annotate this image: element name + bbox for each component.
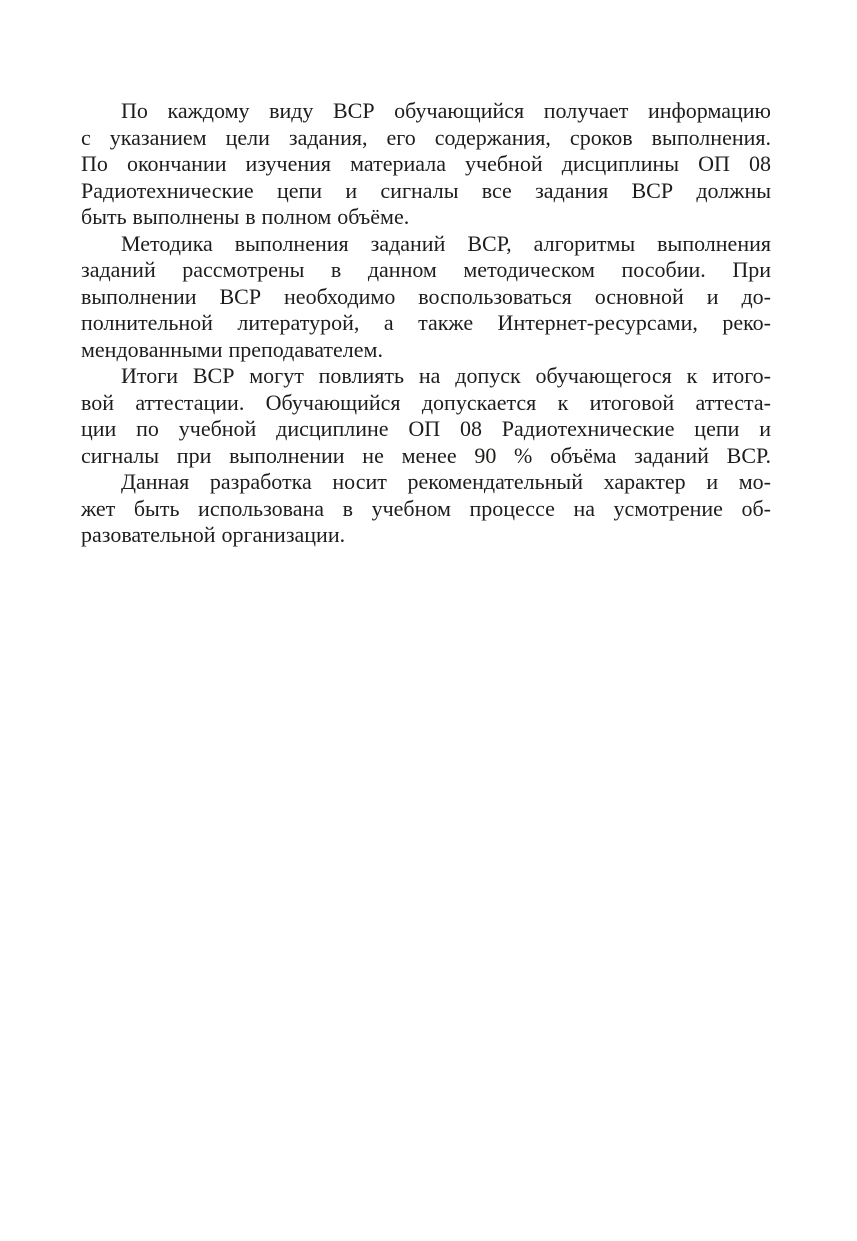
text-line: Методика выполнения заданий ВСР, алгоритмы выполнения	[121, 230, 771, 256]
text-line: с указанием цели задания, его содержания, сроков выполнения.	[81, 124, 771, 150]
text-line: мендованными преподавателем.	[81, 336, 383, 362]
paragraph	[81, 469, 771, 549]
text-line: быть выполнены в полном объёме.	[81, 204, 410, 229]
body-text	[81, 98, 771, 549]
text-line: разовательной организации.	[81, 522, 346, 547]
paragraph	[81, 98, 771, 231]
text-line: По окончании изучения материала учебной дисциплины ОП 08	[81, 151, 771, 176]
paragraph	[81, 231, 771, 364]
text-line: сигналы при выполнении не менее 90 % объёма заданий ВСР.	[81, 442, 771, 468]
text-line: выполнении ВСР необходимо воспользоваться основной и до-	[81, 283, 771, 309]
text-line: Радиотехнические цепи и сигналы все задания ВСР должны	[81, 177, 771, 203]
text-line: полнительной литературой, а также Интернет-ресурсами, реко-	[81, 310, 771, 335]
text-line: жет быть использована в учебном процессе на усмотрение об-	[81, 495, 771, 521]
text-line: Итоги ВСР могут повлиять на допуск обучающегося к итого-	[121, 363, 771, 388]
text-line: Данная разработка носит рекомендательный характер и мо-	[121, 469, 771, 494]
text-line: вой аттестации. Обучающийся допускается к итоговой аттеста-	[81, 389, 771, 415]
text-line: По каждому виду ВСР обучающийся получает информацию	[121, 98, 771, 123]
paragraph	[81, 363, 771, 469]
text-line: заданий рассмотрены в данном методическом пособии. При	[81, 257, 771, 282]
text-line: ции по учебной дисциплине ОП 08 Радиотехнические цепи и	[81, 416, 771, 441]
